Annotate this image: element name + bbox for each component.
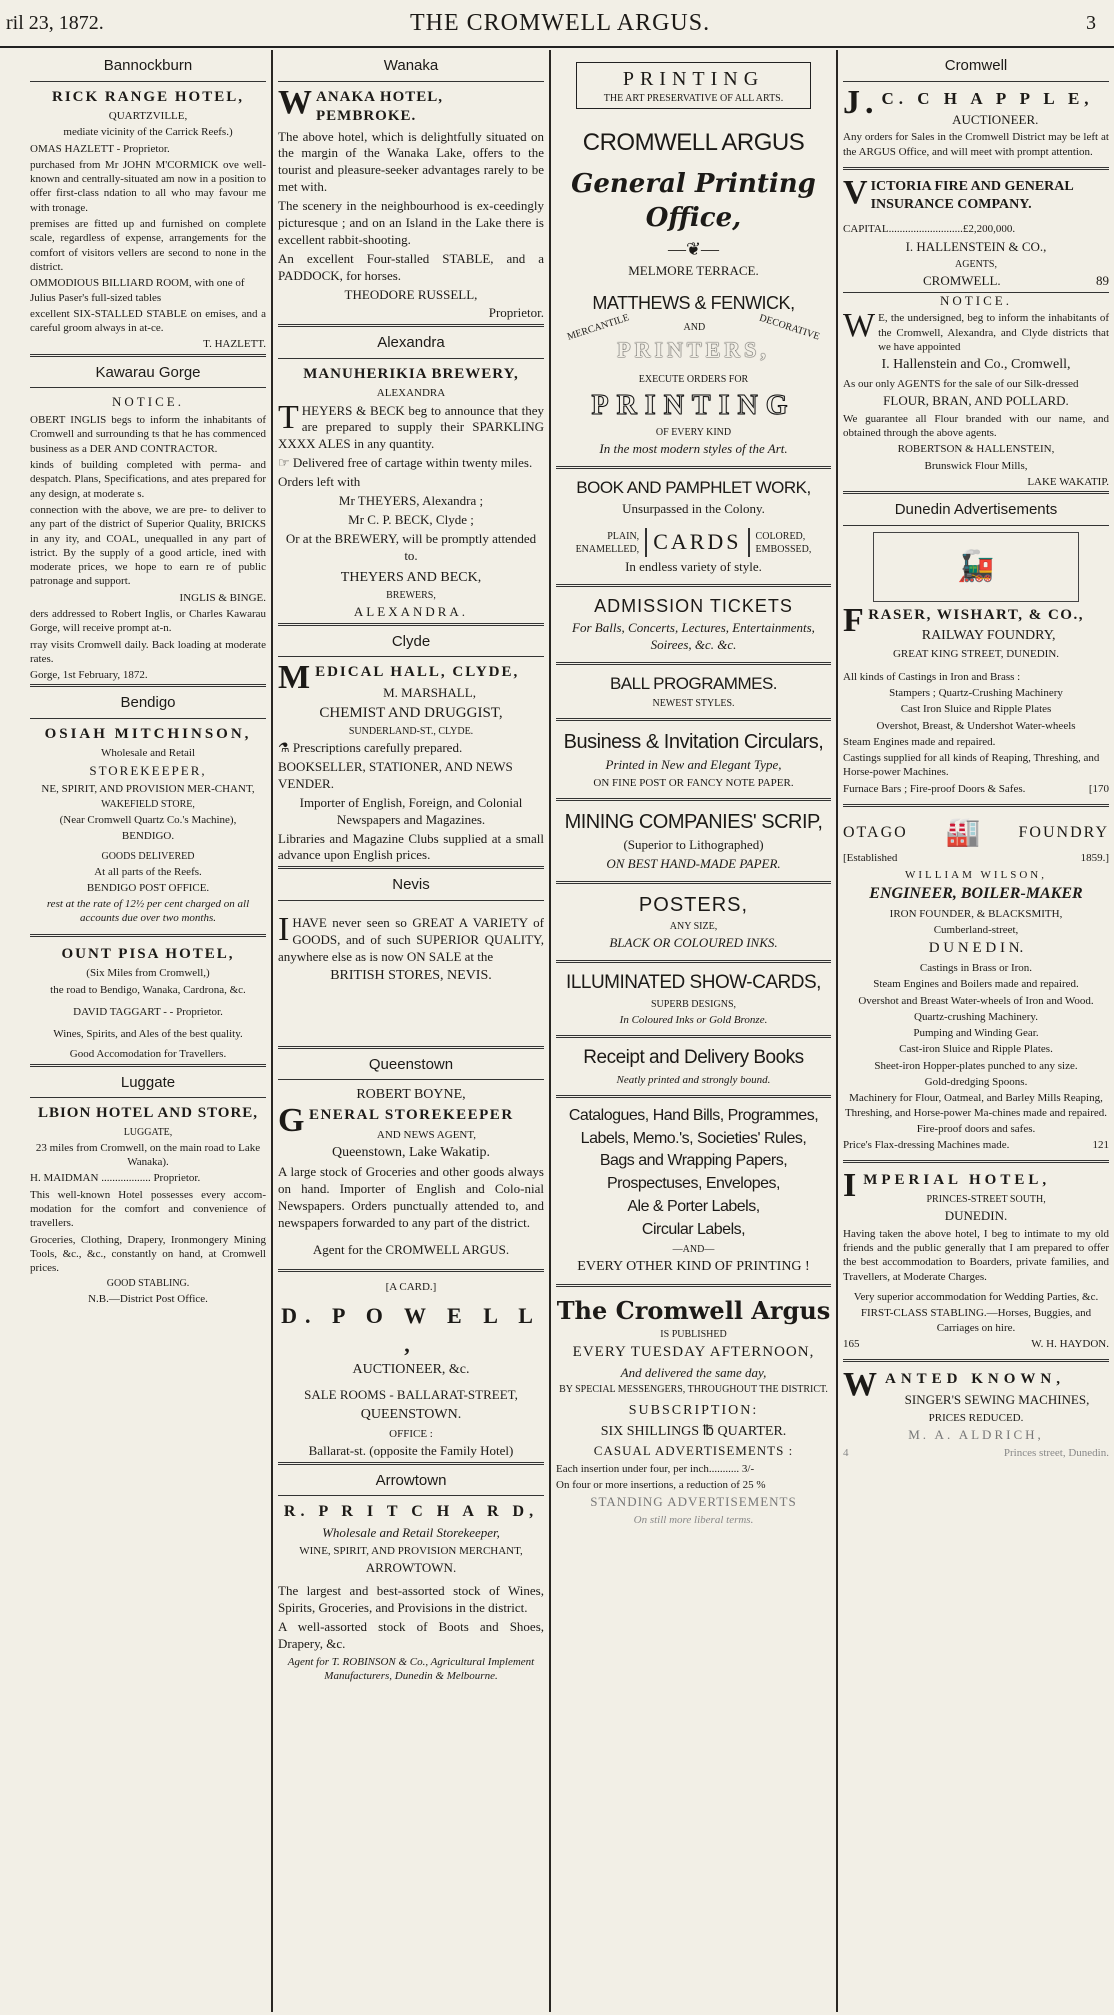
ad-text: In Coloured Inks or Gold Bronze.: [619, 1013, 768, 1026]
ad-text: LAKE WAKATIP.: [1027, 475, 1109, 488]
ad-text: COLORED,: [755, 530, 806, 542]
ad-title: OTAGO: [843, 823, 908, 841]
ad-text: The above hotel, which is delightfully situated on the margin of the Wanaka Lake, offers to the tourist and pleasure-seeker advantages rarely to be met with.: [278, 128, 544, 195]
ad-text: LUGGATE,: [123, 1126, 173, 1138]
ad-text: BENDIGO.: [121, 830, 175, 843]
ad-text: Furnace Bars ; Fire-proof Doors & Safes.: [843, 782, 1026, 795]
ad-text: I. HALLENSTEIN & CO.,: [905, 238, 1047, 254]
ad-text: ALEXANDRA: [376, 387, 446, 400]
ad-text: A large stock of Groceries and other goods always on hand. Importer of English and Colo-nial Newspapers. Orders punctually attended to, and newspapers forwarded to any part of the district.: [278, 1164, 544, 1231]
ad-text: On still more liberal terms.: [633, 1514, 754, 1527]
ad-text: BLACK OR COLOURED INKS.: [609, 935, 778, 951]
ad-text: rray visits Cromwell daily. Back loading at moderate rates.: [30, 638, 266, 665]
ad-text: (Near Cromwell Quartz Co.'s Machine),: [59, 813, 237, 826]
ad-text: Importer of English, Foreign, and Colonial Newspapers and Magazines.: [299, 794, 523, 827]
ad-text: BENDIGO POST OFFICE.: [86, 881, 210, 894]
ad-text: H. MAIDMAN .................. Proprietor.: [30, 1172, 201, 1185]
ad-text: Proprietor.: [488, 305, 544, 321]
ad-title: ANAKA HOTEL, PEMBROKE.: [316, 88, 444, 124]
ad-title: RASER, WISHART, & CO.,: [868, 606, 1084, 623]
ad-title: ENERAL STOREKEEPER: [308, 1107, 514, 1124]
ad-text: HAVE never seen so GREAT A VARIETY of GOODS, and of such SUPERIOR QUALITY, anywhere else as is now ON SALE at the: [278, 914, 544, 964]
ad-text: All kinds of Castings in Iron and Brass :: [843, 670, 1021, 683]
ad-text: SUBSCRIPTION:: [628, 1403, 759, 1419]
ad-text: SIX SHILLINGS ℔ QUARTER.: [600, 1423, 787, 1439]
ad-text: IRON FOUNDER, & BLACKSMITH,: [889, 907, 1063, 920]
ad-text: AGENTS,: [955, 258, 997, 270]
ad-title: C. C H A P P L E,: [881, 88, 1094, 108]
ad-text: (Superior to Lithographed): [623, 837, 764, 853]
ad-text: In endless variety of style.: [625, 558, 762, 574]
ad-title: ENGINEER, BOILER-MAKER: [869, 885, 1083, 903]
ad-text: Brunswick Flour Mills,: [924, 459, 1028, 472]
banner-title: PRINTING: [622, 68, 765, 90]
ad-text: PLAIN,: [607, 530, 640, 542]
ad-title: MANUHERIKIA BREWERY,: [303, 365, 519, 382]
ad-title: NOTICE.: [843, 292, 1109, 310]
ad-text: N.B.—District Post Office.: [88, 1293, 208, 1306]
section-heading: Kawarau Gorge: [30, 354, 266, 389]
ad-text: 165: [843, 1337, 860, 1350]
ad-text: BOOKSELLER, STATIONER, AND NEWS VENDER.: [278, 758, 513, 791]
ad-text: Pumping and Winding Gear.: [913, 1027, 1039, 1040]
ad-text: 23 miles from Cromwell, on the main road to Lake Wanaka).: [35, 1141, 261, 1169]
ad-text: I. Hallenstein and Co., Cromwell,: [881, 357, 1071, 373]
ad-text: purchased from Mr JOHN M'CORMICK ove well-known and centrally-situated am now in a position to offer first-class ndation to all who may favour me with tronage.: [30, 158, 266, 214]
ad-text: Cumberland-street,: [933, 924, 1019, 937]
ad-text: Overshot and Breast Water-wheels of Iron and Wood.: [858, 994, 1094, 1007]
ad-text: Ale & Porter Labels,: [627, 1198, 760, 1216]
ad-text: Orders left with: [278, 474, 361, 490]
ad-text: Ballarat-st. (opposite the Family Hotel): [308, 1442, 514, 1458]
column-4: Cromwell J. C. C H A P P L E, AUCTIONEER. Any orders for Sales in the Cromwell District may be left at the ARGUS Office, and will meet with prompt attention. VICTORIA FIRE AND GENERAL INSURANCE COMPANY. CAPITAL...........................£2,200,000. I. HALLENSTEIN & CO., AGENTS, CROMWELL. 89 NOTICE. W E, the undersigned, beg to inform the inhabitants of the Cromwell, Alexandra, and Clyde districts that we have appointed I. Hallenstein and Co., Cromwell, As our only AGENTS for the sale of our Silk-dressed FLOUR, BRAN, AND POLLARD. We guarantee all Flour branded with our name, and obtained through the above agents. ROBERTSON & HALLENSTEIN, Brunswick Flour Mills, LAKE WAKATIP. Dunedin Advertisements 🚂 FRASER, WISHART, & CO., RAILWAY FOUNDRY, GREAT KING STREET, DUNEDIN. All kinds of Castings in Iron and Brass : Stampers ; Quartz-Crushing Machinery Cast Iron Sluice and Ripple Plates Overshot, Breast, & Undershot Water-wheels Steam Engines made and repaired. Castings supplied for all kinds of Reaping, Threshing, and Horse-power Machines. Furnace Bars ; Fire-proof Doors & Safes. [170 OTAGO 🏭 FOUNDRY [Established 1859.] WILLIAM WILSON, ENGINEER, BOILER-MAKER IRON FOUNDER, & BLACKSMITH, Cumberland-street, D U N E D I N. Castings in Brass or Iron. Steam Engines and Boilers made and repaired. Overshot and Breast Water-wheels of Iron and Wood. Quartz-crushing Machinery. Pumping and Winding Gear. Cast-iron Sluice and Ripple Plates. Sheet-iron Hopper-plates punched to any size. Gold-dredging Spoons. Machinery for Flour, Oatmeal, and Barley Mills Reaping, Threshing, and Horse-power Ma-chines made and repaired. Fire-proof doors and safes. Price's Flax-dressing Machines made. 121 IMPERIAL HOTEL, PRINCES-STREET SOUTH, DUNEDIN. Having taken the above hotel, I beg to intimate to my old friends and the public generally that I am prepared to offer the best accommodation to Boarders, private families, and Travellers, at Moderate Charges. Very superior accommodation for Wedding Parties, &c. FIRST-CLASS STABLING.—Horses, Buggies, and Carriages on hire. 165 W. H. HAYDON. WANTED KNOWN, SINGER'S SEWING MACHINES, PRICES REDUCED. M. A. ALDRICH, 4 Princes street, Dunedin.: [838, 50, 1114, 2012]
ad-text: WINE, SPIRIT, AND PROVISION MERCHANT,: [299, 1544, 523, 1557]
ad-text: OMMODIOUS BILLIARD ROOM, with one of Julius Paser's full-sized tables: [30, 277, 245, 304]
ad-text: ENAMELLED,: [575, 543, 640, 555]
ad-text: mediate vicinity of the Carrick Reefs.): [63, 126, 233, 139]
ad-signature: W. H. HAYDON.: [1031, 1337, 1109, 1350]
ad-text: GOOD STABLING.: [106, 1278, 190, 1290]
ad-text: WILLIAM WILSON,: [905, 868, 1047, 881]
ad-text: Fire-proof doors and safes.: [916, 1122, 1036, 1135]
ad-text: D U N E D I N.: [928, 940, 1024, 957]
ad-text: GOODS DELIVERED: [101, 850, 195, 862]
ad-text: Groceries, Clothing, Drapery, Ironmongery Mining Tools, &c., &c., constantly on hand, at Cromwell prices.: [30, 1233, 266, 1275]
ad-title: The Cromwell Argus: [556, 1295, 831, 1325]
ad-text: SUPERB DESIGNS,: [650, 998, 737, 1010]
ornament-icon: —❦—: [667, 238, 720, 259]
ad-text: connection with the above, we are pre- to deliver to any part of the district of Superior Quality, BRICKS in any ity, and COAL, unequalled in any part of istrict. By the supply of a good article, ined with moderate prices, we hope to earn re of public patronage and support.: [30, 503, 266, 588]
ad-title: NOTICE.: [112, 394, 184, 410]
ad-text: BOOK AND PAMPHLET WORK,: [576, 478, 811, 498]
ad-text: WAKEFIELD STORE,: [101, 798, 195, 810]
ad-title: POSTERS,: [638, 894, 749, 917]
ad-text: ALEXANDRA.: [353, 603, 469, 619]
ad-title: PRINTERS,: [617, 337, 770, 363]
locomotive-illustration-icon: 🚂: [873, 532, 1079, 602]
ad-text: A well-assorted stock of Boots and Shoes, Drapery, &c.: [278, 1618, 544, 1651]
ad-text: Catalogues, Hand Bills, Programmes,: [568, 1106, 819, 1124]
section-heading: Bendigo: [30, 684, 266, 719]
ad-text: Mr THEYERS, Alexandra ;: [338, 493, 484, 509]
ad-text: NEWEST STYLES.: [652, 698, 735, 710]
ad-text: Steam Engines made and repaired.: [843, 735, 996, 748]
column-3: [551, 50, 836, 2012]
ad-text: Any orders for Sales in the Cromwell District may be left at the ARGUS Office, and will meet with prompt attention.: [843, 131, 1109, 158]
ad-text: FLOUR, BRAN, AND POLLARD.: [883, 392, 1069, 408]
ad-text: CASUAL ADVERTISEMENTS :: [593, 1442, 794, 1458]
mortar-pestle-icon: ⚗: [278, 740, 290, 756]
ad-text: OFFICE :: [389, 1427, 433, 1440]
section-heading: Clyde: [278, 623, 544, 658]
ad-text: And delivered the same day,: [620, 1364, 767, 1380]
ad-text: Neatly printed and strongly bound.: [616, 1073, 771, 1086]
ad-text: excellent SIX-STALLED STABLE on emises, and a careful groom always in at-ce.: [30, 307, 266, 335]
ad-text: NE, SPIRIT, AND PROVISION MER-CHANT,: [41, 782, 255, 795]
ad-text: STANDING ADVERTISEMENTS: [590, 1494, 797, 1510]
ad-text: PRICES REDUCED.: [928, 1411, 1024, 1424]
ad-signature: ROBERTSON & HALLENSTEIN,: [897, 443, 1055, 456]
printing-display: PRINTING: [591, 390, 796, 422]
ad-text: MELMORE TERRACE.: [628, 263, 759, 279]
ad-title: FOUNDRY: [1018, 823, 1109, 841]
ad-text: At all parts of the Reefs.: [94, 865, 202, 878]
ad-title: OSIAH MITCHINSON,: [44, 725, 252, 742]
ad-text: ROBERT BOYNE,: [356, 1087, 466, 1103]
ad-text: Good Accomodation for Travellers.: [69, 1048, 227, 1061]
ad-text: ON BEST HAND-MADE PAPER.: [606, 856, 781, 872]
ad-text: RAILWAY FOUNDRY,: [921, 628, 1056, 644]
ad-text: On four or more insertions, a reduction of 25 %: [556, 1479, 766, 1491]
ad-text: Wines, Spirits, and Ales of the best quality.: [53, 1028, 243, 1041]
ad-title: LBION HOTEL AND STORE,: [37, 1105, 259, 1122]
header-date: ril 23, 1872.: [6, 12, 104, 34]
ad-text: The scenery in the neighbourhood is ex-ceedingly picturesque ; and on an Island in the Lake there is excellent rabbit-shooting.: [278, 198, 544, 247]
ad-text: Steam Engines and Boilers made and repaired.: [873, 978, 1079, 991]
ad-text: Stampers ; Quartz-Crushing Machinery: [889, 686, 1063, 699]
ad-text: 89: [1096, 272, 1109, 288]
ad-text: Each insertion under four, per inch........... 3/-: [556, 1462, 755, 1475]
ad-text: premises are fitted up and furnished on complete scale, regardless of expense, arrangements for the comfort of visitors vellers are second to none in the district.: [30, 218, 266, 273]
ad-text: Overshot, Breast, & Undershot Water-wheels: [876, 719, 1076, 732]
ad-text: Princes street, Dunedin.: [1003, 1446, 1109, 1459]
ad-text: ANY SIZE,: [669, 921, 718, 933]
ad-text: DECORATIVE: [758, 313, 822, 343]
ad-text: [A CARD.]: [385, 1280, 437, 1293]
column-2: Wanaka WANAKA HOTEL, PEMBROKE. The above hotel, which is delightfully situated on the margin of the Wanaka Lake, offers to the tourist and pleasure-seeker advantages rarely to be met with. The scenery in the neighbourhood is ex-ceedingly picturesque ; and on an Island in the Lake there is excellent rabbit-shooting. An excellent Four-stalled STABLE, and a PADDOCK, for horses. THEODORE RUSSELL, Proprietor. Alexandra MANUHERIKIA BREWERY, ALEXANDRA THEYERS & BECK beg to announce that they are prepared to supply their SPARKLING XXXX ALES in any quantity. ☞ Delivered free of cartage within twenty miles. Orders left with Mr THEYERS, Alexandra ; Mr C. P. BECK, Clyde ; Or at the BREWERY, will be promptly attended to. THEYERS AND BECK, BREWERS, ALEXANDRA. Clyde MEDICAL HALL, CLYDE, M. MARSHALL, CHEMIST AND DRUGGIST, SUNDERLAND-ST., CLYDE. ⚗ Prescriptions carefully prepared. BOOKSELLER, STATIONER, AND NEWS VENDER. Importer of English, Foreign, and Colonial Newspapers and Magazines. Libraries and Magazine Clubs supplied at a small advance upon English prices. Nevis IHAVE never seen so GREAT A VARIETY of GOODS, and of such SUPERIOR QUALITY, anywhere else as is now ON SALE at the BRITISH STORES, NEVIS. Queenstown ROBERT BOYNE, GENERAL STOREKEEPER AND NEWS AGENT, Queenstown, Lake Wakatip. A large stock of Groceries and other goods always on hand. Importer of English and Colo-nial Newspapers. Orders punctually attended to, and newspapers forwarded to any part of the district. Agent for the CROMWELL ARGUS. [A CARD.] D. P O W E L L , AUCTIONEER, &c. SALE ROOMS - BALLARAT-STREET, QUEENSTOWN. OFFICE : Ballarat-st. (opposite the Family Hotel) Arrowtown R. P R I T C H A R D, Wholesale and Retail Storekeeper, WINE, SPIRIT, AND PROVISION MERCHANT, ARROWTOWN. The largest and best-assorted stock of Wines, Spirits, Groceries, and Provisions in the district. A well-assorted stock of Boots and Shoes, Drapery, &c. Agent for T. ROBINSON & Co., Agricultural Implement Manufacturers, Dunedin & Melbourne.: [273, 50, 549, 2012]
ad-text: EVERY OTHER KIND OF PRINTING !: [577, 1258, 810, 1274]
ad-text: BY SPECIAL MESSENGERS, THROUGHOUT THE DISTRICT.: [559, 1384, 828, 1396]
ad-text: AND: [683, 322, 706, 334]
ad-text: In the most modern styles of the Art.: [599, 441, 788, 457]
ad-text: Bags and Wrapping Papers,: [599, 1152, 788, 1170]
ad-text: OMAS HAZLETT - Proprietor.: [30, 142, 170, 155]
ad-text: Mr C. P. BECK, Clyde ;: [348, 511, 474, 527]
ad-text: An excellent Four-stalled STABLE, and a PADDOCK, for horses.: [278, 250, 544, 283]
ad-text: DUNEDIN.: [944, 1207, 1008, 1223]
ad-text: BRITISH STORES, NEVIS.: [330, 968, 492, 984]
ad-title: ADMISSION TICKETS: [594, 595, 793, 616]
section-heading: Alexandra: [278, 324, 544, 359]
ad-text: As our only AGENTS for the sale of our Silk-dressed: [843, 377, 1079, 390]
column-1: [0, 50, 271, 2012]
ad-text: STOREKEEPER,: [89, 762, 207, 778]
ad-text: Machinery for Flour, Oatmeal, and Barley Mills Reaping, Threshing, and Horse-power Ma-chines made and repaired.: [844, 1092, 1108, 1119]
section-heading: Dunedin Advertisements: [843, 491, 1109, 526]
ad-text: the road to Bendigo, Wanaka, Cardrona, &c.: [50, 983, 246, 996]
ad-title: RICK RANGE HOTEL,: [52, 88, 244, 105]
ad-text: EVERY TUESDAY AFTERNOON,: [572, 1344, 815, 1361]
ad-text: Labels, Memo.'s, Societies' Rules,: [580, 1129, 807, 1147]
ad-text: MERCANTILE: [565, 312, 631, 344]
ad-text: For Balls, Concerts, Lectures, Entertainments, Soirees, &c. &c.: [572, 620, 815, 653]
ad-text: Prescriptions carefully prepared.: [292, 740, 463, 756]
section-heading: Cromwell: [843, 50, 1109, 82]
ad-text: E, the undersigned, beg to inform the inhabitants of the Cromwell, Alexandra, and Clyde districts that we have appointed: [878, 312, 1109, 354]
ad-text: EXECUTE ORDERS FOR: [638, 374, 749, 386]
ad-text: DAVID TAGGART - - Proprietor.: [73, 1005, 223, 1018]
pointing-hand-icon: ☞: [278, 455, 290, 471]
ad-text: Gold-dredging Spoons.: [924, 1075, 1028, 1088]
ad-text: Or at the BREWERY, will be promptly attended to.: [285, 530, 537, 563]
ad-text: Libraries and Magazine Clubs supplied at a small advance upon English prices.: [278, 830, 544, 863]
ad-text: SINGER'S SEWING MACHINES,: [904, 1391, 1090, 1407]
ad-text: Delivered free of cartage within twenty miles.: [292, 455, 533, 471]
ad-text: SUNDERLAND-ST., CLYDE.: [348, 726, 474, 738]
ad-title: ICTORIA FIRE AND GENERAL INSURANCE COMPANY.: [870, 179, 1073, 213]
ad-text: CHEMIST AND DRUGGIST,: [319, 704, 503, 721]
ad-title: EDICAL HALL, CLYDE,: [315, 664, 520, 681]
ad-text: QUARTZVILLE,: [108, 110, 188, 122]
ad-text: OBERT INGLIS begs to inform the inhabitants of Cromwell and surrounding ts that he has commenced business as a DER AND CONTRACTOR.: [30, 414, 266, 455]
ad-title: Business & Invitation Circulars,: [563, 731, 824, 754]
page-header: [0, 0, 1114, 48]
ad-text: FIRST-CLASS STABLING.—Horses, Buggies, and Carriages on hire.: [860, 1307, 1092, 1334]
ad-text: 1859.]: [1080, 852, 1109, 865]
section-heading: Luggate: [30, 1064, 266, 1099]
ad-text: [Established: [843, 852, 898, 865]
ad-title: D. P O W E L L ,: [281, 1303, 541, 1357]
ad-text: rest at the rate of 12½ per cent charged on all accounts due over two months.: [46, 898, 250, 925]
ad-text: GREAT KING STREET, DUNEDIN.: [892, 648, 1060, 661]
section-heading: Queenstown: [278, 1046, 544, 1081]
ad-text: Sheet-iron Hopper-plates punched to any size.: [874, 1059, 1078, 1072]
ad-text: EMBOSSED,: [755, 543, 812, 555]
section-heading: Arrowtown: [278, 1462, 544, 1497]
ad-title: CROMWELL ARGUS: [582, 129, 805, 156]
ad-text: CROMWELL.: [923, 272, 1001, 288]
ad-signature: INGLIS & BINGE.: [179, 591, 266, 604]
ad-text: AUCTIONEER.: [952, 111, 1039, 127]
ad-text: Queenstown, Lake Wakatip.: [331, 1145, 490, 1161]
ad-text: HEYERS & BECK beg to announce that they are prepared to supply their SPARKLING XXXX ALES in any quantity.: [278, 402, 544, 452]
ad-text: Wholesale and Retail Storekeeper,: [322, 1525, 500, 1541]
ad-text: M. MARSHALL,: [383, 684, 476, 700]
ad-title: R. P R I T C H A R D,: [283, 1503, 539, 1521]
ad-text: Unsurpassed in the Colony.: [622, 501, 765, 517]
ad-text: (Six Miles from Cromwell,): [86, 967, 210, 980]
ad-text: Wholesale and Retail: [100, 747, 196, 760]
ad-signature: THEODORE RUSSELL,: [344, 286, 478, 302]
ad-text: 4: [843, 1446, 849, 1459]
ad-text: —AND—: [672, 1243, 715, 1255]
ad-text: Cast Iron Sluice and Ripple Plates: [900, 703, 1052, 716]
page-number: 3: [1086, 12, 1096, 34]
ad-title: CARDS: [645, 528, 749, 557]
ad-text: Prospectuses, Envelopes,: [607, 1175, 780, 1193]
ad-text: Circular Labels,: [641, 1220, 746, 1238]
ad-text: AND NEWS AGENT,: [376, 1128, 477, 1141]
ad-text: kinds of building completed with perma- and despatch. Plans, Specifications, and ates prepared for any design, at moderate s.: [30, 459, 266, 500]
ad-text: CAPITAL...........................£2,200,000.: [843, 223, 1016, 236]
ad-text: 121: [1092, 1139, 1109, 1152]
section-heading: Wanaka: [278, 50, 544, 82]
masthead-title: THE CROMWELL ARGUS.: [410, 10, 711, 36]
ad-text: AUCTIONEER, &c.: [352, 1362, 470, 1378]
ad-title: OUNT PISA HOTEL,: [61, 945, 235, 962]
ad-text: SALE ROOMS - BALLARAT-STREET,: [304, 1387, 518, 1403]
ad-text: Printed in New and Elegant Type,: [605, 757, 782, 773]
ad-text: Cast-iron Sluice and Ripple Plates.: [899, 1043, 1053, 1056]
ad-text: Gorge, 1st February, 1872.: [30, 669, 148, 682]
ad-text: QUEENSTOWN.: [360, 1407, 462, 1423]
ad-text: Castings in Brass or Iron.: [919, 961, 1033, 974]
ad-title: MINING COMPANIES' SCRIP,: [564, 811, 823, 834]
ad-signature: T. HAZLETT.: [203, 338, 266, 351]
section-heading: Nevis: [278, 866, 544, 901]
banner-subtitle: THE ART PRESERVATIVE OF ALL ARTS.: [603, 93, 784, 104]
ad-text: [170: [1088, 782, 1109, 795]
ad-text: Castings supplied for all kinds of Reaping, Threshing, and Horse-power Machines.: [843, 752, 1100, 779]
foundry-building-icon: 🏭: [945, 817, 981, 849]
ad-title: Receipt and Delivery Books: [583, 1046, 804, 1068]
ad-text: ders addressed to Robert Inglis, or Charles Kawarau Gorge, will receive prompt at-n.: [30, 608, 266, 635]
ad-text: M. A. ALDRICH,: [908, 1426, 1044, 1442]
ad-text: Quartz-crushing Machinery.: [914, 1010, 1038, 1023]
ad-text: MATTHEWS & FENWICK,: [592, 293, 795, 314]
section-heading: Bannockburn: [30, 50, 266, 82]
ad-text: PRINCES-STREET SOUTH,: [926, 1193, 1046, 1205]
ad-text: BREWERS,: [386, 589, 436, 601]
ad-title: BALL PROGRAMMES.: [609, 673, 778, 693]
ad-title: ANTED KNOWN,: [885, 1371, 1066, 1388]
ad-text: Agent for T. ROBINSON & Co., Agricultural Implement Manufacturers, Dunedin & Melbourne.: [287, 1655, 535, 1682]
ad-text: This well-known Hotel possesses every accom-modation for the comfort and convenience of travellers.: [30, 1188, 266, 1230]
ad-text: We guarantee all Flour branded with our name, and obtained through the above agents.: [843, 412, 1109, 439]
ad-title: MPERIAL HOTEL,: [863, 1172, 1051, 1189]
ad-text: OF EVERY KIND: [655, 427, 732, 439]
ad-text: Having taken the above hotel, I beg to intimate to my old friends and the public generally that I am prepared to offer the best accommodation to Boarders, private families, and Travellers, at Moderate Charges.: [843, 1227, 1109, 1283]
ad-text: ON FINE POST OR FANCY NOTE PAPER.: [593, 776, 794, 789]
ad-text: The largest and best-assorted stock of Wines, Spirits, Groceries, and Provisions in the district.: [278, 1583, 544, 1615]
ad-text: Price's Flax-dressing Machines made.: [843, 1139, 1010, 1152]
ad-signature: THEYERS AND BECK,: [340, 569, 482, 585]
printing-banner: [576, 62, 811, 109]
ad-text: Very superior accommodation for Wedding Parties, &c.: [853, 1291, 1099, 1304]
ad-title: General Printing Office,: [571, 169, 816, 233]
ad-text: IS PUBLISHED: [660, 1329, 727, 1341]
ad-text: ARROWTOWN.: [365, 1560, 457, 1576]
ad-text: Agent for the CROMWELL ARGUS.: [312, 1241, 510, 1257]
ad-title: ILLUMINATED SHOW-CARDS,: [566, 971, 821, 993]
